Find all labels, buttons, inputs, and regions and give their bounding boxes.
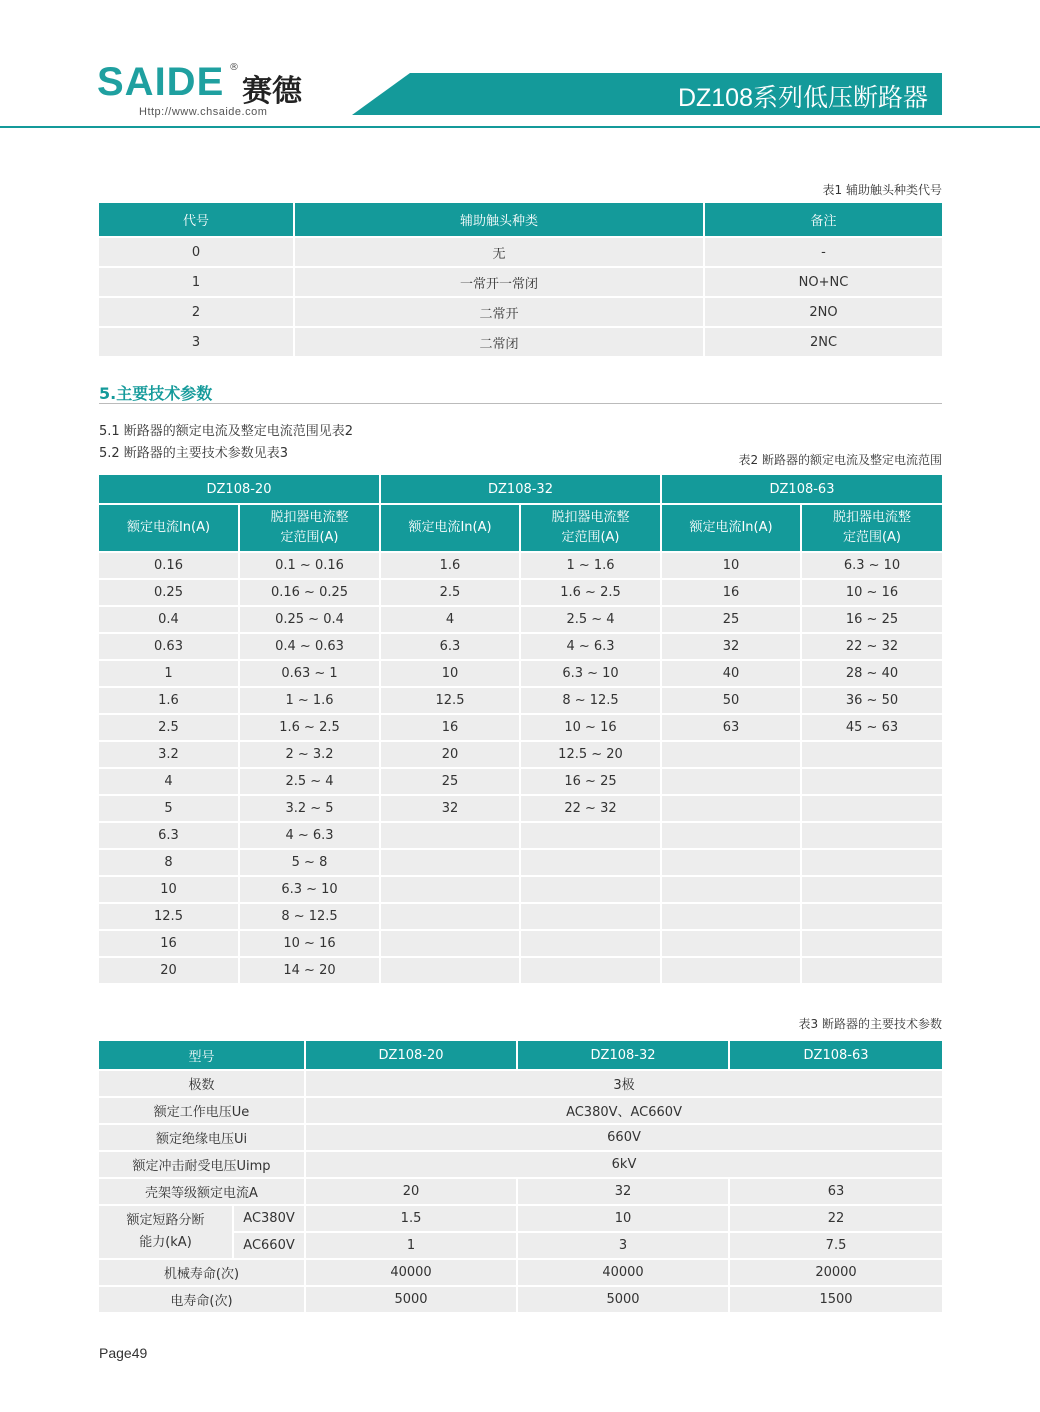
row-label-breaking <box>99 1205 233 1259</box>
table-cell: 2.5 <box>99 714 239 741</box>
table-row <box>99 1286 942 1313</box>
table-row <box>99 606 942 633</box>
table-cell: 22 ~ 32 <box>801 633 942 660</box>
table-row <box>99 876 942 903</box>
t2-group-32: DZ108-32 <box>380 475 661 504</box>
table-cell: 4 ~ 6.3 <box>239 822 380 849</box>
table-cell: 20 <box>99 957 239 984</box>
table-cell: - <box>704 237 942 267</box>
table-cell <box>801 741 942 768</box>
table-cell: 12.5 <box>99 903 239 930</box>
table-cell <box>520 876 661 903</box>
table-cell <box>661 930 801 957</box>
t2-sub-range-line1: 脱扣器电流整 <box>551 510 630 525</box>
table1-caption: 表1 辅助触头种类代号 <box>822 183 942 197</box>
table-cell <box>520 930 661 957</box>
table-cell: 28 ~ 40 <box>801 660 942 687</box>
section-line-1: 5.1 断路器的额定电流及整定电流范围见表2 <box>99 424 354 439</box>
table-cell: 二常开 <box>294 297 704 327</box>
logo-text: SAIDE <box>97 60 225 104</box>
table-row <box>99 267 942 297</box>
table-cell: 一常开一常闭 <box>294 267 704 297</box>
table-cell: 20 <box>380 741 520 768</box>
table-cell <box>520 957 661 984</box>
t2-sub-range <box>520 504 661 552</box>
current-range-table <box>99 475 942 985</box>
table-cell: 0.1 ~ 0.16 <box>239 552 380 579</box>
table-cell: 0.16 ~ 0.25 <box>239 579 380 606</box>
tech-params-table <box>99 1041 942 1314</box>
row-label: 额定冲击耐受电压Uimp <box>99 1151 305 1178</box>
table-cell: 2NO <box>704 297 942 327</box>
table-cell: 0.63 <box>99 633 239 660</box>
table-cell: 10 ~ 16 <box>239 930 380 957</box>
table-row <box>99 903 942 930</box>
table-row <box>99 1151 942 1178</box>
section-title: 5.主要技术参数 <box>99 384 213 403</box>
t2-sub-rated: 额定电流In(A) <box>661 504 801 552</box>
page-number: Page49 <box>99 1345 148 1361</box>
table-cell: 3.2 ~ 5 <box>239 795 380 822</box>
table-cell: 3 <box>99 327 294 357</box>
t2-sub-rated: 额定电流In(A) <box>99 504 239 552</box>
table-cell: 16 ~ 25 <box>520 768 661 795</box>
table-row <box>99 930 942 957</box>
table-cell: 1 <box>99 660 239 687</box>
table-row <box>99 297 942 327</box>
t2-sub-range <box>239 504 380 552</box>
table-cell <box>380 903 520 930</box>
table-cell: 10 <box>661 552 801 579</box>
table-cell: 二常闭 <box>294 327 704 357</box>
table-cell: 2.5 ~ 4 <box>239 768 380 795</box>
table-cell: 0.16 <box>99 552 239 579</box>
table-cell: 6.3 ~ 10 <box>801 552 942 579</box>
table-row <box>99 822 942 849</box>
table-cell: 20 <box>305 1178 517 1205</box>
table-cell: 3极 <box>305 1070 942 1097</box>
table-row <box>99 579 942 606</box>
table-row <box>99 660 942 687</box>
table-cell: 22 ~ 32 <box>520 795 661 822</box>
table-cell: 16 <box>99 930 239 957</box>
table-cell: 8 <box>99 849 239 876</box>
table-cell: AC380V、AC660V <box>305 1097 942 1124</box>
table-cell: 16 <box>661 579 801 606</box>
table-cell: 1.6 ~ 2.5 <box>239 714 380 741</box>
table-cell <box>801 795 942 822</box>
t2-sub-range-line2: 定范围(A) <box>842 530 902 545</box>
table-cell <box>801 930 942 957</box>
table-cell: 8 ~ 12.5 <box>520 687 661 714</box>
table-cell <box>661 741 801 768</box>
t2-sub-range-line2: 定范围(A) <box>561 530 620 545</box>
table-cell <box>801 849 942 876</box>
table-cell <box>801 768 942 795</box>
table-cell <box>520 903 661 930</box>
table-cell <box>661 795 801 822</box>
table-cell: 4 ~ 6.3 <box>520 633 661 660</box>
table-cell: 25 <box>380 768 520 795</box>
section-divider <box>99 403 942 404</box>
table-cell: 32 <box>661 633 801 660</box>
table-cell: 12.5 ~ 20 <box>520 741 661 768</box>
table-cell: 1 ~ 1.6 <box>520 552 661 579</box>
table-row <box>99 1259 942 1286</box>
t2-sub-rated: 额定电流In(A) <box>380 504 520 552</box>
table-cell: 63 <box>729 1178 942 1205</box>
table-cell <box>661 849 801 876</box>
table-cell: 2.5 <box>380 579 520 606</box>
table-cell <box>520 822 661 849</box>
table-cell: 7.5 <box>729 1232 942 1259</box>
table-row <box>99 552 942 579</box>
table-cell: 5000 <box>517 1286 729 1313</box>
breaking-label-line1: 额定短路分断 <box>126 1213 205 1228</box>
row-label: 壳架等级额定电流A <box>99 1178 305 1205</box>
table-cell: 2.5 ~ 4 <box>520 606 661 633</box>
t2-group-20: DZ108-20 <box>99 475 380 504</box>
table-cell: 6.3 <box>99 822 239 849</box>
table-cell: 63 <box>661 714 801 741</box>
table-cell: 4 <box>99 768 239 795</box>
t1-header-note: 备注 <box>704 203 942 237</box>
website-url: Http://www.chsaide.com <box>139 106 268 118</box>
t2-sub-range-line1: 脱扣器电流整 <box>832 510 911 525</box>
t2-sub-range <box>801 504 942 552</box>
table-row <box>99 741 942 768</box>
table-cell: 45 ~ 63 <box>801 714 942 741</box>
table-cell: 12.5 <box>380 687 520 714</box>
table-cell: 1 ~ 1.6 <box>239 687 380 714</box>
table-cell: 3.2 <box>99 741 239 768</box>
table-cell: 0.4 ~ 0.63 <box>239 633 380 660</box>
table-cell: 32 <box>517 1178 729 1205</box>
table-cell: 25 <box>661 606 801 633</box>
t2-group-63: DZ108-63 <box>661 475 942 504</box>
t2-sub-range-line1: 脱扣器电流整 <box>270 510 349 525</box>
row-sublabel: AC380V <box>233 1205 305 1232</box>
table-cell: 无 <box>294 237 704 267</box>
table-cell: 36 ~ 50 <box>801 687 942 714</box>
table-cell <box>661 822 801 849</box>
table-cell: 0.25 <box>99 579 239 606</box>
table-cell: 0.25 ~ 0.4 <box>239 606 380 633</box>
table-row <box>99 633 942 660</box>
logo-chinese: 赛德 <box>242 74 302 109</box>
row-label: 额定绝缘电压Ui <box>99 1124 305 1151</box>
row-label: 极数 <box>99 1070 305 1097</box>
table-cell: 1500 <box>729 1286 942 1313</box>
table-row <box>99 1097 942 1124</box>
table-cell <box>801 822 942 849</box>
t1-header-type: 辅助触头种类 <box>294 203 704 237</box>
table-cell: 50 <box>661 687 801 714</box>
table3-caption: 表3 断路器的主要技术参数 <box>798 1017 942 1031</box>
row-sublabel: AC660V <box>233 1232 305 1259</box>
table-row <box>99 237 942 267</box>
table-cell: 40000 <box>517 1259 729 1286</box>
table-row <box>99 957 942 984</box>
table-cell: 6.3 ~ 10 <box>520 660 661 687</box>
table2-caption: 表2 断路器的额定电流及整定电流范围 <box>738 453 942 467</box>
breaking-label-line2: 能力(kA) <box>139 1235 192 1250</box>
table-cell: 4 <box>380 606 520 633</box>
table-cell: 2 <box>99 297 294 327</box>
table-cell: 1.6 <box>99 687 239 714</box>
table-cell: 5 <box>99 795 239 822</box>
table-cell: 1.6 ~ 2.5 <box>520 579 661 606</box>
table-cell: 16 ~ 25 <box>801 606 942 633</box>
table-cell <box>801 903 942 930</box>
aux-contact-table <box>99 203 942 358</box>
t1-header-code: 代号 <box>99 203 294 237</box>
table-cell <box>801 876 942 903</box>
header-divider <box>0 126 1040 128</box>
table-cell <box>801 957 942 984</box>
table-cell <box>661 768 801 795</box>
table-cell: 40000 <box>305 1259 517 1286</box>
table-cell: 10 <box>517 1205 729 1232</box>
table-cell: 1 <box>99 267 294 297</box>
t3-header-20: DZ108-20 <box>305 1041 517 1070</box>
table-row <box>99 849 942 876</box>
table-cell: 8 ~ 12.5 <box>239 903 380 930</box>
table-row <box>99 714 942 741</box>
row-label: 电寿命(次) <box>99 1286 305 1313</box>
table-row <box>99 1178 942 1205</box>
table-row <box>99 1124 942 1151</box>
table-row <box>99 687 942 714</box>
table-row <box>99 1070 942 1097</box>
table-cell <box>661 876 801 903</box>
table-cell: 660V <box>305 1124 942 1151</box>
table-cell: 2NC <box>704 327 942 357</box>
t3-header-32: DZ108-32 <box>517 1041 729 1070</box>
section-line-2: 5.2 断路器的主要技术参数见表3 <box>99 446 289 461</box>
table-cell: 0.4 <box>99 606 239 633</box>
table-cell: 22 <box>729 1205 942 1232</box>
t3-header-model: 型号 <box>99 1041 305 1070</box>
table-row <box>99 795 942 822</box>
table-cell: 10 <box>99 876 239 903</box>
table-cell: 16 <box>380 714 520 741</box>
table-cell <box>380 930 520 957</box>
table-cell: 2 ~ 3.2 <box>239 741 380 768</box>
table-cell: 10 ~ 16 <box>801 579 942 606</box>
page-title: DZ108系列低压断路器 <box>677 84 928 112</box>
table-cell: 5 ~ 8 <box>239 849 380 876</box>
table-cell: 10 ~ 16 <box>520 714 661 741</box>
table-cell: 1.6 <box>380 552 520 579</box>
table-cell: 10 <box>380 660 520 687</box>
table-cell: NO+NC <box>704 267 942 297</box>
table-cell: 1.5 <box>305 1205 517 1232</box>
table-cell <box>380 849 520 876</box>
table-cell: 1 <box>305 1232 517 1259</box>
table-cell: 14 ~ 20 <box>239 957 380 984</box>
table-cell: 5000 <box>305 1286 517 1313</box>
table-cell <box>380 957 520 984</box>
table-row <box>99 1205 942 1232</box>
t2-sub-range-line2: 定范围(A) <box>280 530 339 545</box>
row-label: 机械寿命(次) <box>99 1259 305 1286</box>
table-cell: 6kV <box>305 1151 942 1178</box>
table-cell <box>380 876 520 903</box>
row-label: 额定工作电压Ue <box>99 1097 305 1124</box>
t3-header-63: DZ108-63 <box>729 1041 942 1070</box>
table-row <box>99 327 942 357</box>
table-cell: 0 <box>99 237 294 267</box>
table-cell <box>380 822 520 849</box>
table-cell <box>661 957 801 984</box>
table-cell: 32 <box>380 795 520 822</box>
table-row <box>99 768 942 795</box>
registered-mark: ® <box>229 62 239 73</box>
table-cell: 40 <box>661 660 801 687</box>
table-cell: 0.63 ~ 1 <box>239 660 380 687</box>
table-cell <box>661 903 801 930</box>
table-cell: 6.3 <box>380 633 520 660</box>
table-cell: 3 <box>517 1232 729 1259</box>
table-cell: 6.3 ~ 10 <box>239 876 380 903</box>
table-cell: 20000 <box>729 1259 942 1286</box>
table-cell <box>520 849 661 876</box>
